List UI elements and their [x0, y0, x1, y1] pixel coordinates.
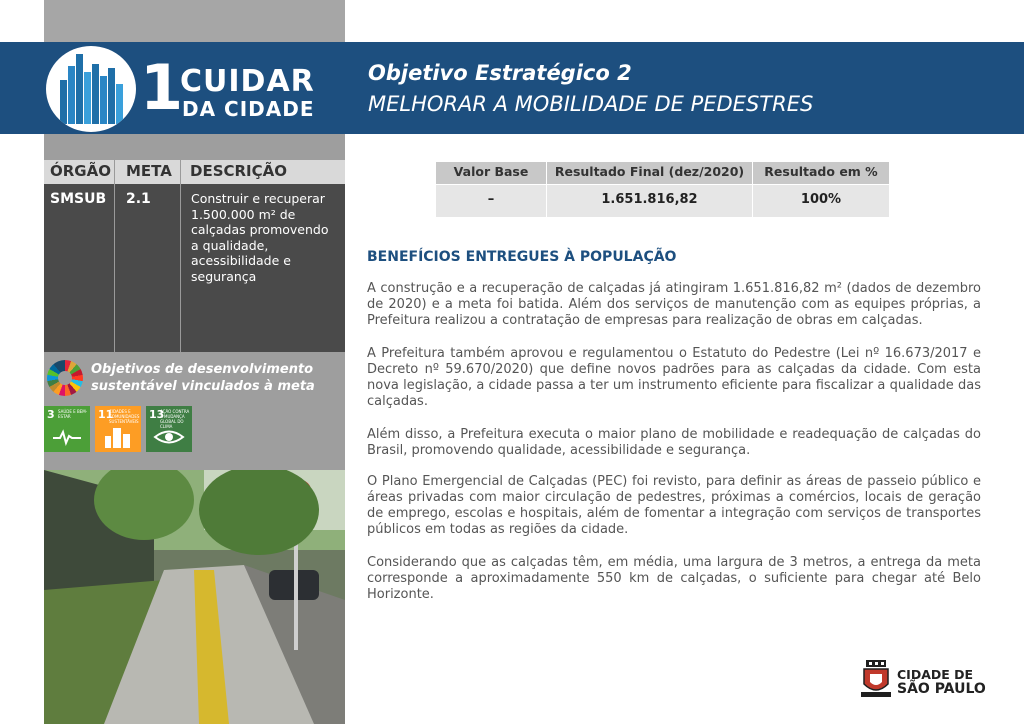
ods-title: Objetivos de desenvolvimento sustentável vinculados à meta — [91, 362, 315, 394]
benefit-paragraph: O Plano Emergencial de Calçadas (PEC) foi revisto, para definir as áreas de passeio público e áreas privadas com maior circulação de pedestres, próximas a comércios, locais de geração de emprego, escolas e hospitais, além de fomentar a integração com serviços de transportes públicos em todas as regiões da cidade. — [367, 474, 981, 537]
city-buildings-icon — [103, 426, 133, 448]
sdg-label: AÇÃO CONTRA A MUDANÇA GLOBAL DO CLIMA — [160, 409, 190, 429]
city-logo-line2: SÃO PAULO — [897, 681, 986, 697]
results-table — [436, 162, 889, 217]
sdg-label: SAÚDE E BEM-ESTAR — [58, 409, 88, 419]
results-value-base: – — [436, 185, 546, 217]
skyline-bars-icon — [58, 54, 124, 124]
benefit-paragraph: A construção e a recuperação de calçadas já atingiram 1.651.816,82 m² (dados de dezembro de 2020) e a meta foi batida. Além dos serviços de manutenção com as equipes próprias, a Prefeitura realizou a contratação de empresas para realização de obras em calçadas. — [367, 281, 981, 328]
cell-descricao: Construir e recuperar 1.500.000 m² de calçadas promovendo a qualidade, acessibilidade e segurança — [191, 191, 329, 284]
sdg-card-3 — [44, 406, 90, 452]
header-meta: META — [126, 162, 172, 180]
eye-globe-icon — [153, 428, 185, 446]
sdg-label: CIDADES E COMUNIDADES SUSTENTÁVEIS — [109, 409, 140, 424]
header-descricao: DESCRIÇÃO — [190, 162, 288, 180]
sdg-number: 13 — [149, 408, 165, 421]
left-column-top — [44, 0, 345, 42]
sdg-card-13 — [146, 406, 192, 452]
cell-meta: 2.1 — [126, 191, 151, 207]
theme-title-line1: CUIDAR — [180, 64, 315, 99]
column-divider — [180, 160, 181, 352]
meta-table-header — [44, 160, 345, 184]
benefit-paragraph: Considerando que as calçadas têm, em média, uma largura de 3 metros, a entrega da meta corresponde a aproximadamente 550 km de calçadas, o suficiente para chegar até Belo Horizonte. — [367, 555, 981, 602]
city-skyline-logo — [46, 46, 136, 132]
theme-number: 1 — [140, 51, 184, 124]
header-orgao: ÓRGÃO — [50, 162, 111, 180]
sao-paulo-coat-of-arms-icon — [861, 660, 891, 698]
results-header-final: Resultado Final (dez/2020) — [547, 162, 752, 184]
sdg-number: 3 — [47, 408, 55, 421]
sidewalk-photo — [44, 470, 345, 724]
benefit-paragraph: Além disso, a Prefeitura executa o maior plano de mobilidade e readequação de calçadas do Brasil, promovendo qualidade, acessibilidade e segurança. — [367, 427, 981, 458]
theme-title-line2: DA CIDADE — [182, 97, 315, 121]
sdg-card-11 — [95, 406, 141, 452]
heartbeat-icon — [52, 428, 82, 446]
column-divider — [114, 160, 115, 352]
objective-title: Objetivo Estratégico 2 — [368, 61, 632, 85]
results-value-final: 1.651.816,82 — [547, 185, 752, 217]
city-logo-line1: CIDADE DE — [897, 667, 974, 682]
benefit-paragraph: A Prefeitura também aprovou e regulamentou o Estatuto do Pedestre (Lei nº 16.673/2017 e Decreto nº 59.670/2020) que define novos padrões para as calçadas da cidade. Com esta nova legislação, a cidade passa a ter um instrumento eficiente para fiscalizar a qualidade das calçadas. — [367, 346, 981, 409]
benefits-title: BENEFÍCIOS ENTREGUES À POPULAÇÃO — [367, 249, 677, 265]
results-header-percent: Resultado em % — [753, 162, 889, 184]
sdg-wheel-icon — [47, 360, 83, 396]
objective-subtitle: MELHORAR A MOBILIDADE DE PEDESTRES — [368, 92, 814, 116]
cell-orgao: SMSUB — [50, 191, 107, 207]
sdg-number: 11 — [98, 408, 114, 421]
results-header-base: Valor Base — [436, 162, 546, 184]
results-value-percent: 100% — [753, 185, 889, 217]
